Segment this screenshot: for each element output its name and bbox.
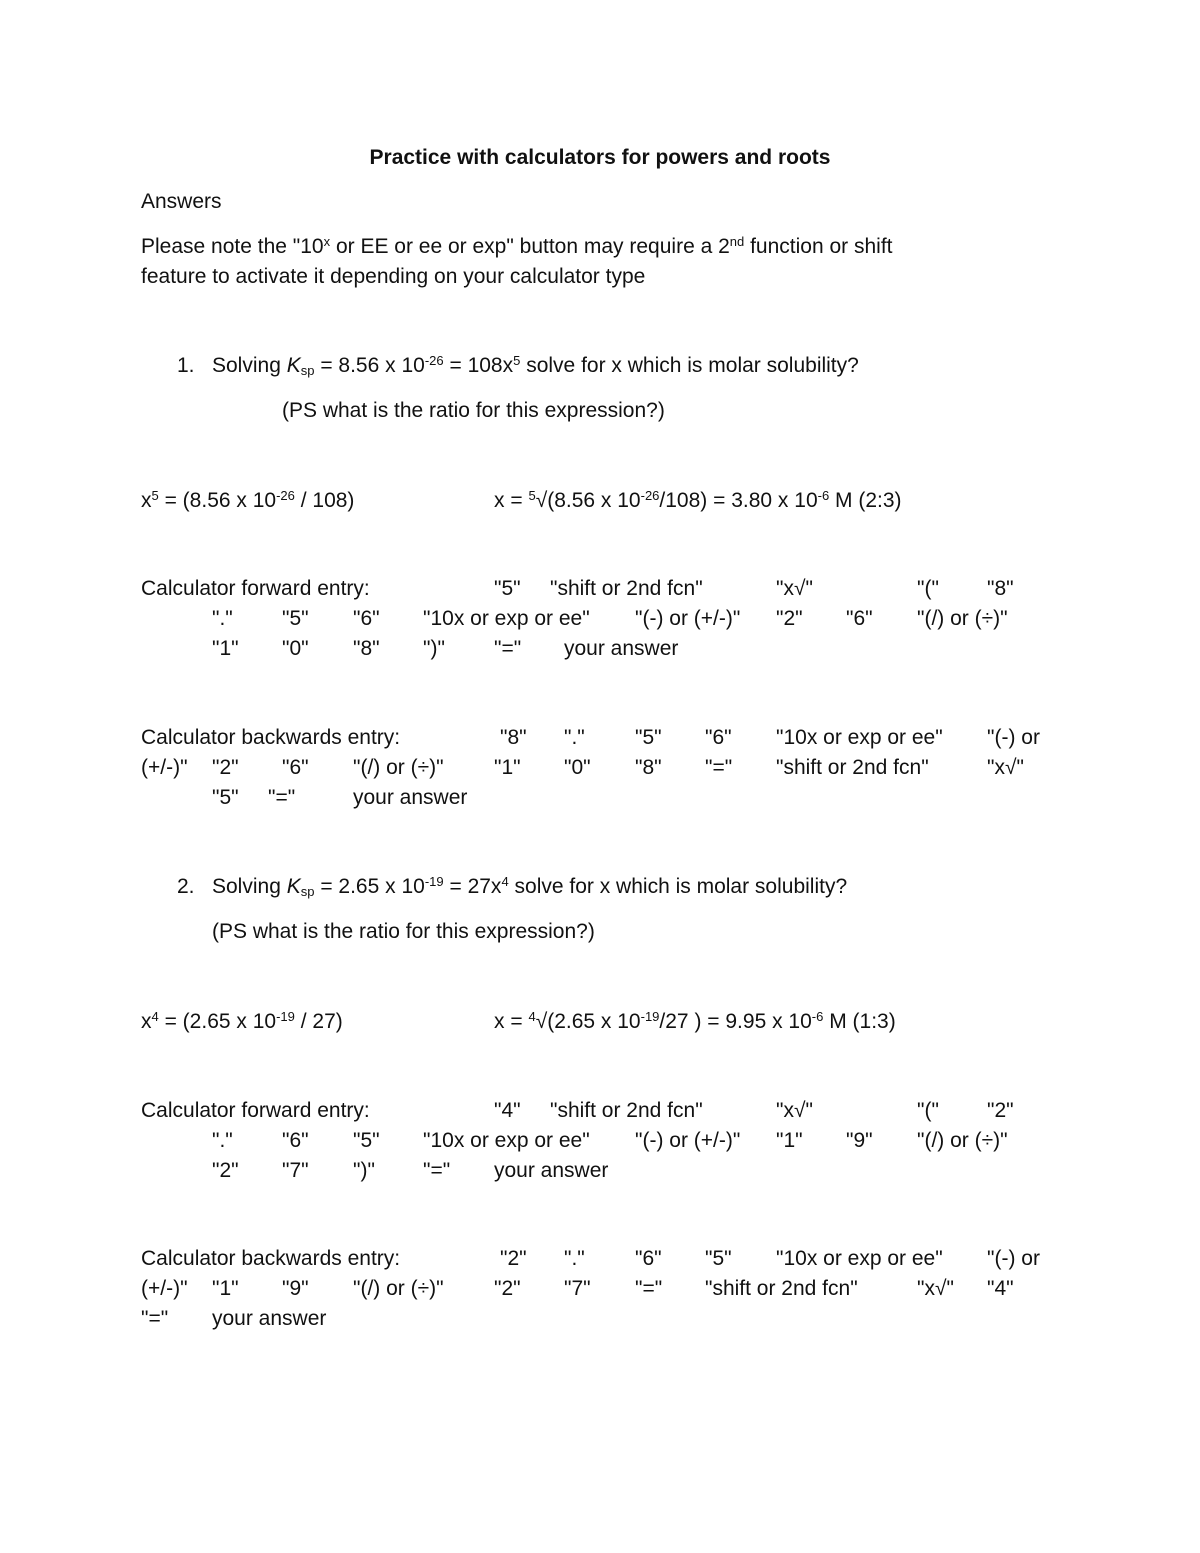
p1-backward-key: "." [564, 726, 585, 749]
p1-backward-key: "8" [500, 726, 527, 749]
p2-backward-key: "2" [500, 1247, 527, 1270]
p2-backward-key: "7" [564, 1277, 591, 1300]
p2-forward-key: "2" [987, 1099, 1014, 1122]
page-title: Practice with calculators for powers and roots [369, 146, 831, 169]
p1-backward-key: "(/) or (÷)" [353, 756, 444, 779]
p1-backward-key: "x√" [987, 756, 1024, 779]
problem-2-question: Solving $K_{sp} = 2.65$ x $10^{-19} = 27x^4$ solve for x which is molar solubility? [212, 873, 848, 900]
p2-forward-key: "(-) or (+/-)" [635, 1129, 741, 1152]
p2-backward-key: "shift or 2nd fcn" [705, 1277, 858, 1300]
p1-backward-key: "5" [635, 726, 662, 749]
p1-backward-key: "=" [268, 786, 296, 809]
p1-backward-key: "(-) or [987, 726, 1040, 749]
p1-forward-key: "8" [353, 637, 380, 660]
p2-backward-key: "=" [635, 1277, 663, 1300]
p2-forward-key: "4" [494, 1099, 521, 1122]
p2-backward-key: "x√" [917, 1277, 954, 1300]
p2-forward-key: "10x or exp or ee" [423, 1129, 590, 1152]
p1-forward-label: Calculator forward entry: [141, 577, 370, 600]
p1-forward-key: "6" [846, 607, 873, 630]
p2-backward-key: "6" [635, 1247, 662, 1270]
p2-forward-key: "x√" [776, 1099, 813, 1122]
problem-1-equation-1: $x^5 = (8.56$ x $10^{-26} / 108$) [141, 487, 355, 512]
answers-label: Answers [141, 190, 222, 213]
p2-backward-key: "." [564, 1247, 585, 1270]
p2-backward-key: "9" [282, 1277, 309, 1300]
p1-backward-key: "8" [635, 756, 662, 779]
p2-backward-key: "2" [494, 1277, 521, 1300]
p2-forward-answer: your answer [494, 1159, 609, 1182]
note-line-2: feature to activate it depending on your calculator type [141, 265, 646, 288]
problem-1-question: Solving $K_{sp} = 8.56$ x $10^{-26} = 108x^5$ solve for x which is molar solubility? [212, 352, 859, 379]
p1-forward-key: "0" [282, 637, 309, 660]
p2-backward-key: "5" [705, 1247, 732, 1270]
p1-backward-label: Calculator backwards entry: [141, 726, 401, 749]
p1-backward-key: "6" [705, 726, 732, 749]
p1-forward-key: "6" [353, 607, 380, 630]
problem-1-equation-2: x = $^5$√(8.56 x $10^{-26}/108) = 3.80$ x $10^{-6}$ M (2:3) [494, 487, 902, 512]
p1-forward-key: "5" [282, 607, 309, 630]
p2-backward-key: "10x or exp or ee" [776, 1247, 943, 1270]
p1-forward-key: "8" [987, 577, 1014, 600]
p2-backward-key: "4" [987, 1277, 1014, 1300]
p1-backward-key: "6" [282, 756, 309, 779]
p1-forward-key: "5" [494, 577, 521, 600]
p2-backward-key: "(-) or [987, 1247, 1040, 1270]
problem-1-ps: (PS what is the ratio for this expression?) [282, 399, 665, 422]
p1-forward-key: ")" [423, 637, 445, 660]
problem-2-equation-1: $x^4 = (2.65$ x $10^{-19} / 27$) [141, 1008, 343, 1033]
p1-forward-key: "(" [917, 577, 939, 600]
p1-backward-key: "=" [705, 756, 733, 779]
p2-forward-key: "5" [353, 1129, 380, 1152]
p1-backward-key: (+/-)" [141, 756, 188, 779]
p2-forward-key: "1" [776, 1129, 803, 1152]
p1-forward-key: "x√" [776, 577, 813, 600]
p2-forward-key: "=" [423, 1159, 451, 1182]
p2-forward-key: "9" [846, 1129, 873, 1152]
p2-forward-key: ")" [353, 1159, 375, 1182]
p1-backward-key: "2" [212, 756, 239, 779]
p1-forward-answer: your answer [564, 637, 679, 660]
p2-backward-key: "1" [212, 1277, 239, 1300]
p2-backward-key: "(/) or (÷)" [353, 1277, 444, 1300]
p2-forward-key: "(" [917, 1099, 939, 1122]
p2-forward-label: Calculator forward entry: [141, 1099, 370, 1122]
p1-backward-key: "shift or 2nd fcn" [776, 756, 929, 779]
p1-forward-key: "." [212, 607, 233, 630]
p1-backward-key: "0" [564, 756, 591, 779]
p1-forward-key: "2" [776, 607, 803, 630]
problem-2-number: 2. [177, 875, 195, 898]
note-line-1: Please note the "10$^x$ or EE or ee or exp" button may require a 2nd function or shift [141, 233, 893, 258]
p1-forward-key: "10x or exp or ee" [423, 607, 590, 630]
p1-forward-key: "1" [212, 637, 239, 660]
problem-2-ps: (PS what is the ratio for this expression?) [212, 920, 595, 943]
p2-backward-key: (+/-)" [141, 1277, 188, 1300]
p2-backward-label: Calculator backwards entry: [141, 1247, 401, 1270]
p2-backward-answer: your answer [212, 1307, 327, 1330]
problem-2-equation-2: x = $^4$√(2.65 x $10^{-19}/27$ ) = 9.95 x $10^{-6}$ M (1:3) [494, 1008, 896, 1033]
p2-forward-key: "6" [282, 1129, 309, 1152]
p1-forward-key: "=" [494, 637, 522, 660]
p2-forward-key: "(/) or (÷)" [917, 1129, 1008, 1152]
p1-forward-key: "(/) or (÷)" [917, 607, 1008, 630]
p1-backward-key: "5" [212, 786, 239, 809]
p2-forward-key: "." [212, 1129, 233, 1152]
p1-backward-key: "1" [494, 756, 521, 779]
p2-forward-key: "shift or 2nd fcn" [550, 1099, 703, 1122]
p1-backward-answer: your answer [353, 786, 468, 809]
p1-backward-key: "10x or exp or ee" [776, 726, 943, 749]
p2-forward-key: "2" [212, 1159, 239, 1182]
p1-forward-key: "shift or 2nd fcn" [550, 577, 703, 600]
p1-forward-key: "(-) or (+/-)" [635, 607, 741, 630]
p2-forward-key: "7" [282, 1159, 309, 1182]
p2-backward-key: "=" [141, 1307, 169, 1330]
problem-1-number: 1. [177, 354, 195, 377]
